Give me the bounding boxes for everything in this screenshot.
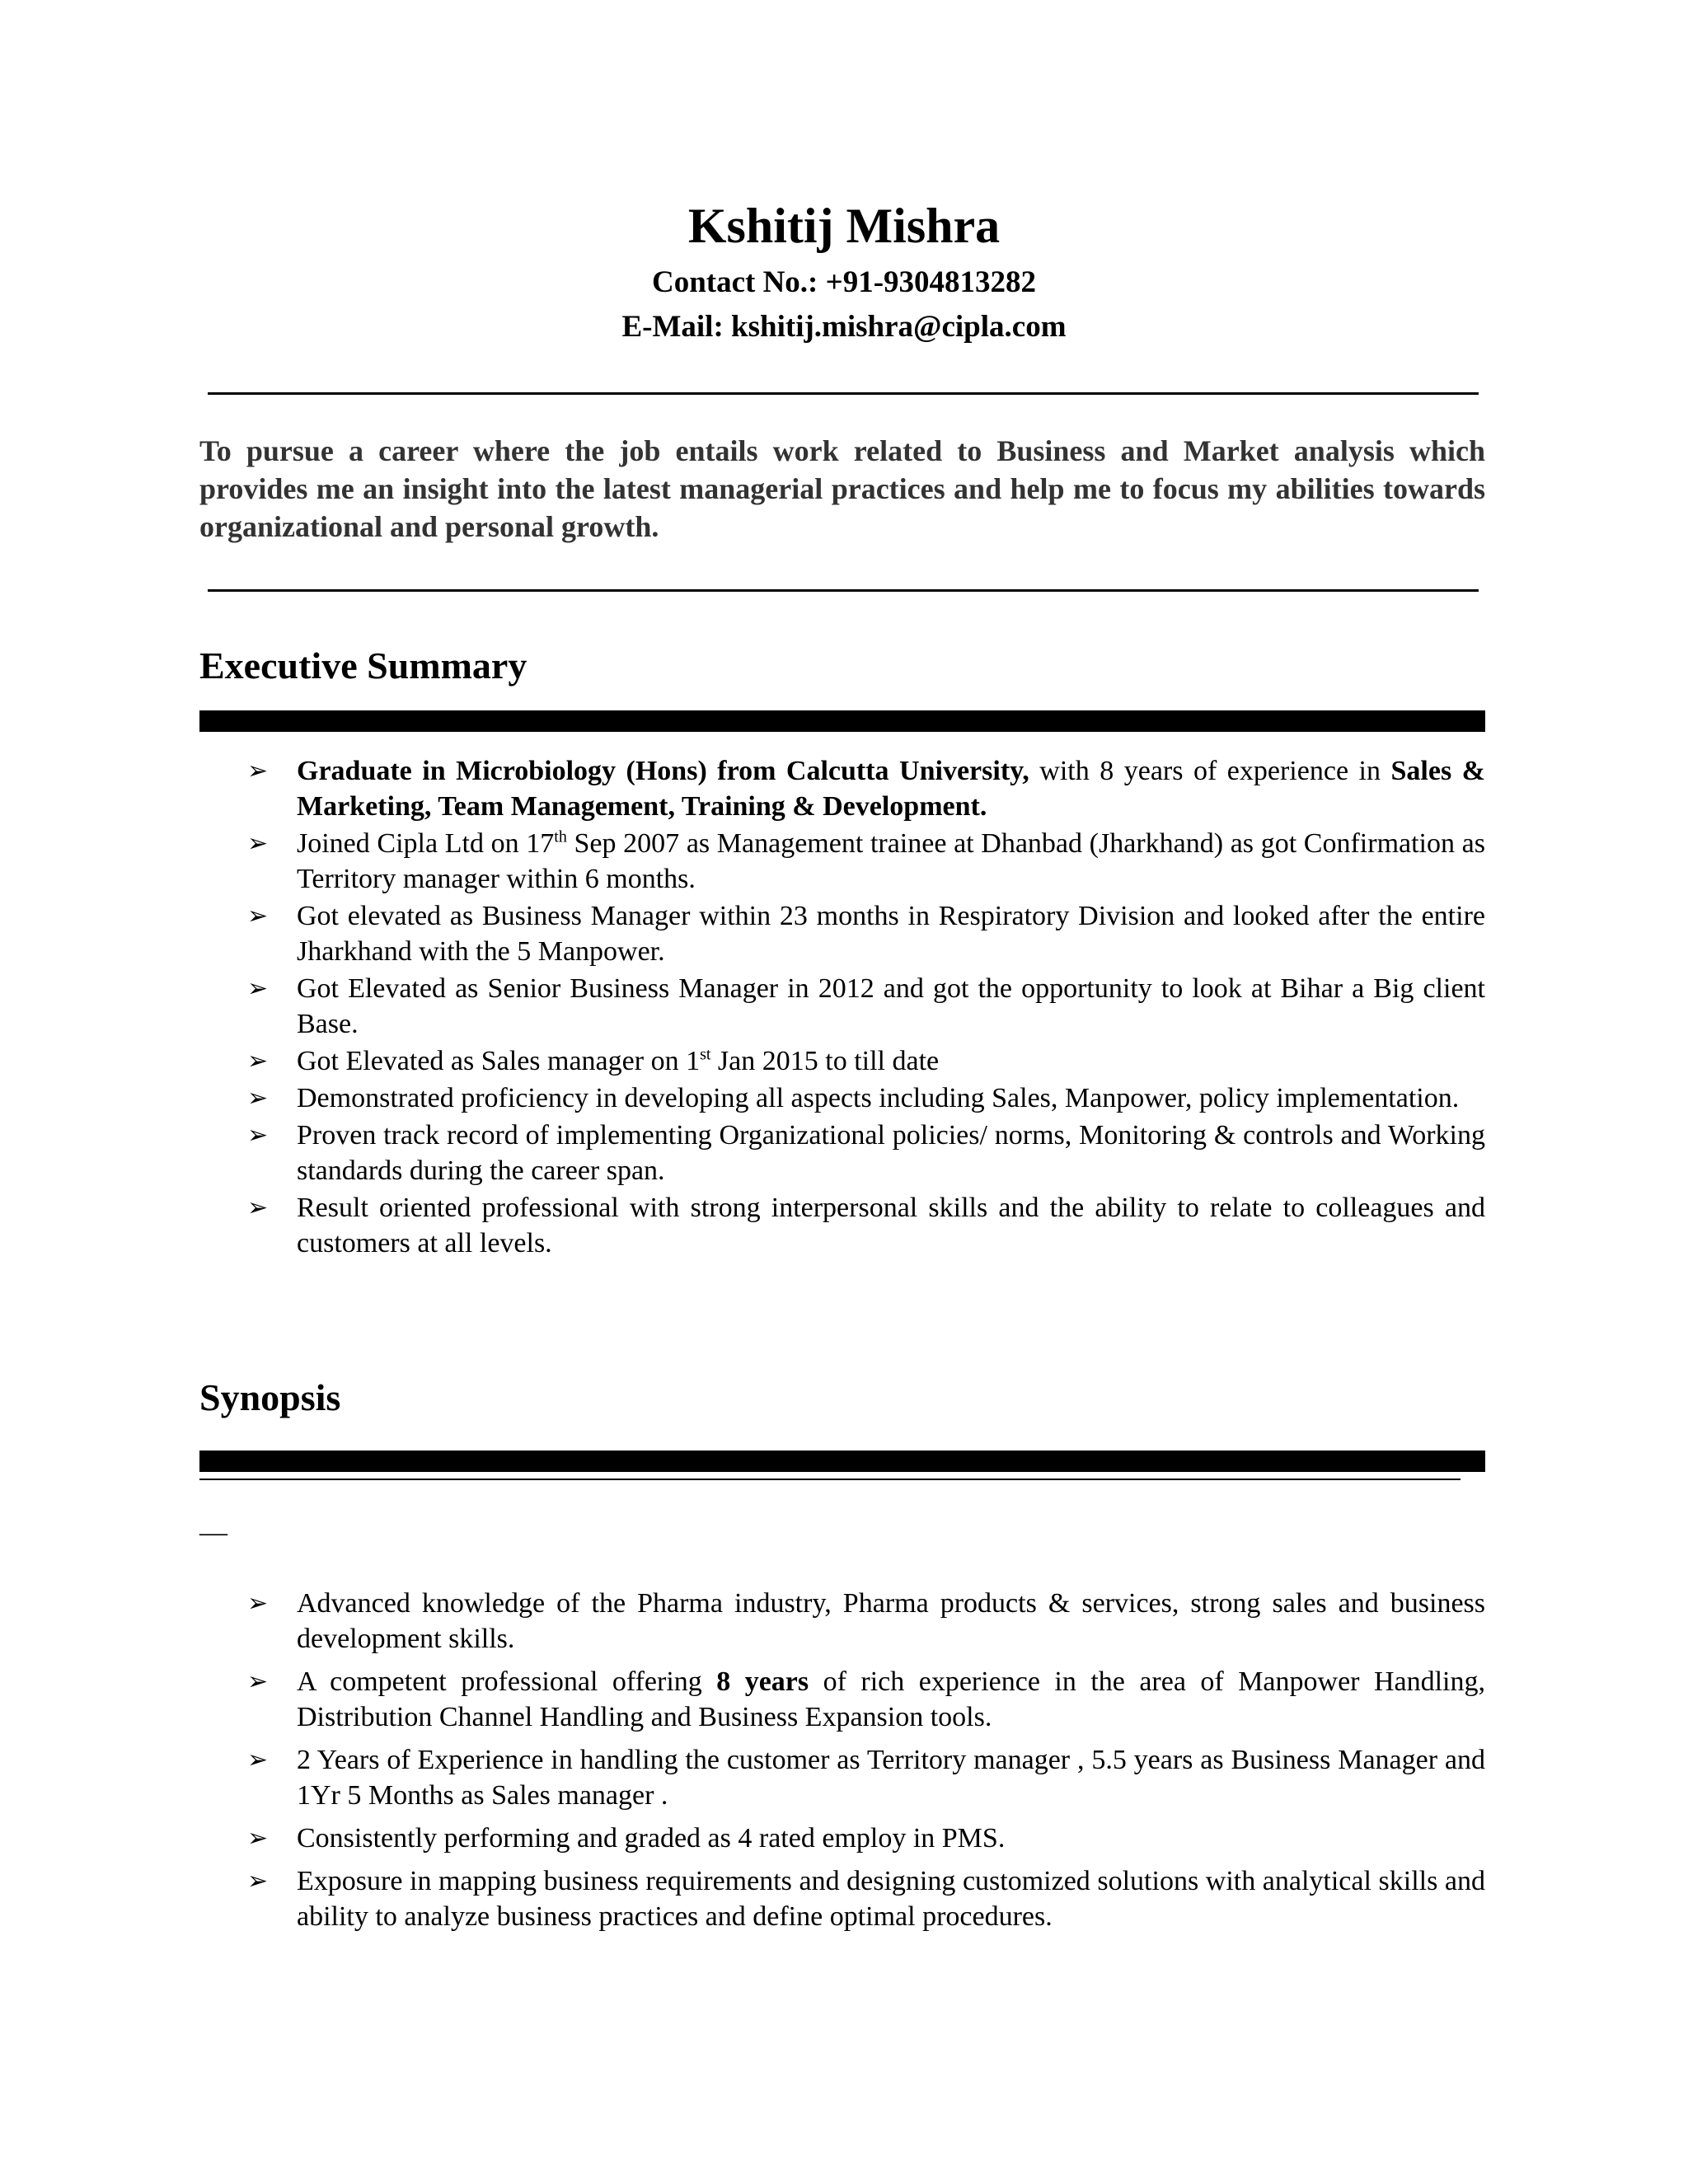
- stray-dash: —: [199, 1517, 227, 1548]
- list-item: [239, 1586, 1485, 1657]
- item-text: Result oriented professional with strong interpersonal skills and the ability to relate to colleagues and customers at all levels.: [297, 1193, 1485, 1258]
- synopsis-bar: [199, 1451, 1485, 1472]
- arrow-bullet-icon: ➢: [247, 1589, 269, 1618]
- synopsis-heading: Synopsis: [199, 1376, 341, 1418]
- item-bold: Graduate in Microbiology (Hons) from Calcutta University,: [297, 756, 1029, 786]
- list-item: [239, 1043, 1485, 1079]
- item-text: Advanced knowledge of the Pharma industry, Pharma products & services, strong sales and business development skills.: [297, 1588, 1485, 1654]
- executive-summary-bar: [199, 710, 1485, 732]
- item-bold: Sales & Marketing, Team Management, Training & Development.: [297, 756, 1486, 822]
- item-text: with 8 years of experience in: [1029, 756, 1391, 786]
- arrow-bullet-icon: ➢: [247, 1824, 269, 1853]
- item-text: Consistently performing and graded as 4 rated employ in PMS.: [297, 1823, 1006, 1854]
- item-text: Demonstrated proficiency in developing all aspects including Sales, Manpower, policy implementation.: [297, 1083, 1460, 1113]
- item-text: Got elevated as Business Manager within 23 months in Respiratory Division and looked after the entire Jharkhand with the 5 Manpower.: [297, 901, 1485, 967]
- arrow-bullet-icon: ➢: [247, 1867, 269, 1896]
- executive-summary-list: [239, 753, 1485, 1263]
- item-bold: 8 years: [716, 1666, 809, 1697]
- arrow-bullet-icon: ➢: [247, 1047, 269, 1076]
- item-text: Exposure in mapping business requirements and designing customized solutions with analytical skills and ability to analyze business practices and define optimal procedures.: [297, 1866, 1485, 1932]
- contact-number: Contact No.: +91-9304813282: [651, 265, 1037, 299]
- synopsis-divider: [199, 1479, 1461, 1480]
- list-item: [239, 1863, 1485, 1934]
- item-text: Jan 2015 to till date: [710, 1046, 940, 1076]
- arrow-bullet-icon: ➢: [247, 1746, 269, 1774]
- objective-divider: [208, 589, 1479, 592]
- item-text: Got Elevated as Senior Business Manager in 2012 and got the opportunity to look at Bihar a Big client Base.: [297, 973, 1485, 1039]
- list-item: [239, 1664, 1485, 1735]
- arrow-bullet-icon: ➢: [247, 1193, 269, 1222]
- list-item: [239, 1821, 1485, 1856]
- item-text: Joined Cipla Ltd on 17: [297, 828, 555, 859]
- executive-summary-heading: Executive Summary: [199, 644, 528, 687]
- header-divider: [208, 392, 1479, 395]
- arrow-bullet-icon: ➢: [247, 1121, 269, 1150]
- list-item: [239, 1118, 1485, 1188]
- item-superscript: st: [700, 1045, 711, 1064]
- list-item: [239, 826, 1485, 897]
- item-text: A competent professional offering: [297, 1666, 717, 1697]
- list-item: [239, 1190, 1485, 1261]
- candidate-name: Kshitij Mishra: [687, 199, 1001, 253]
- item-text: of rich experience in the area of Manpower Handling, Distribution Channel Handling and Business Expansion tools.: [297, 1666, 1485, 1732]
- arrow-bullet-icon: ➢: [247, 1084, 269, 1113]
- item-text: Sep 2007 as Management trainee at Dhanbad (Jharkhand) as got Confirmation as Territory manager within 6 months.: [297, 828, 1485, 894]
- list-item: [239, 898, 1485, 969]
- arrow-bullet-icon: ➢: [247, 902, 269, 930]
- item-text: 2 Years of Experience in handling the customer as Territory manager , 5.5 years as Business Manager and 1Yr 5 Months as Sales manager .: [297, 1745, 1485, 1811]
- list-item: [239, 1080, 1485, 1116]
- list-item: [239, 971, 1485, 1042]
- arrow-bullet-icon: ➢: [247, 1667, 269, 1696]
- arrow-bullet-icon: ➢: [247, 974, 269, 1003]
- arrow-bullet-icon: ➢: [247, 757, 269, 785]
- item-text: Got Elevated as Sales manager on 1: [297, 1046, 701, 1076]
- synopsis-list: [239, 1586, 1485, 1942]
- item-superscript: th: [554, 827, 567, 846]
- email-address: E-Mail: kshitij.mishra@cipla.com: [621, 310, 1067, 344]
- arrow-bullet-icon: ➢: [247, 829, 269, 858]
- item-text: Proven track record of implementing Organizational policies/ norms, Monitoring & controls and Working standards during the career span.: [297, 1120, 1485, 1186]
- list-item: [239, 753, 1485, 824]
- career-objective: To pursue a career where the job entails work related to Business and Market analysis which provides me an insight into the latest managerial practices and help me to focus my abilities towards organizational and personal growth.: [199, 434, 1485, 543]
- list-item: [239, 1742, 1485, 1813]
